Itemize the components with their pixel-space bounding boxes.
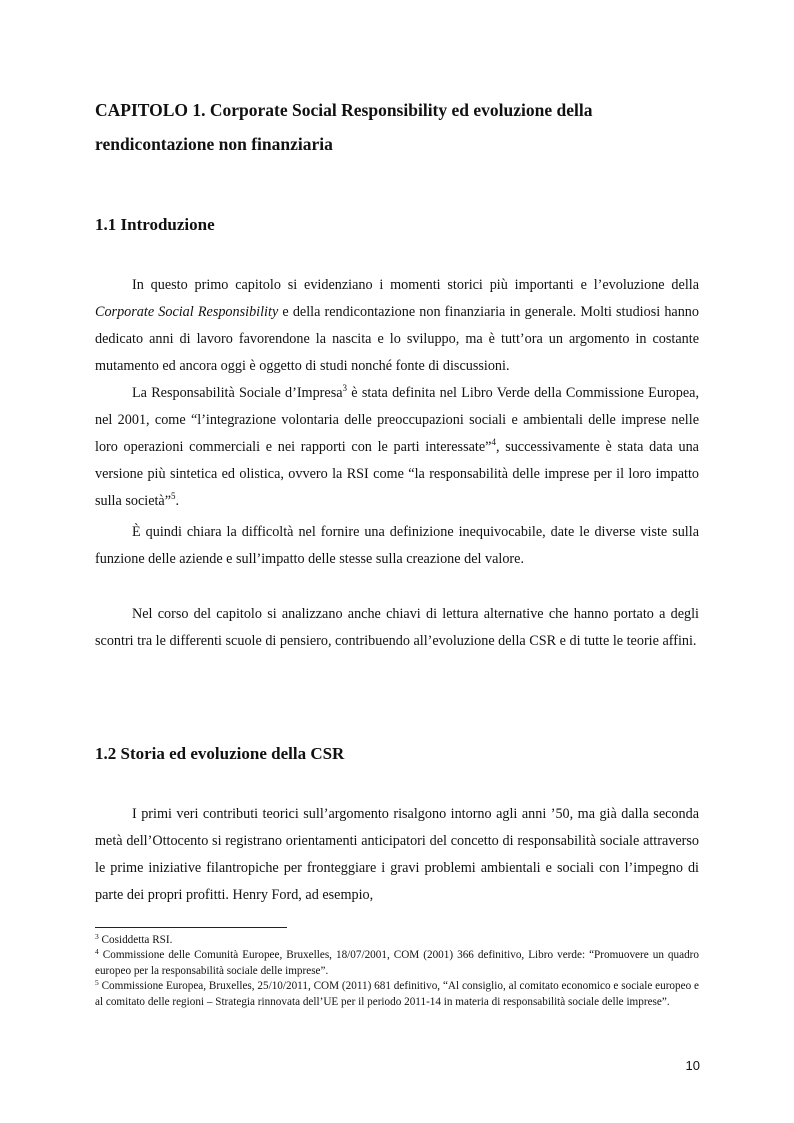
paragraph-history-1: I primi veri contributi teorici sull’argomento risalgono intorno agli anni ’50, ma già dalla seconda metà dell’Ottocento si registrano orientamenti anticipatori del concetto di responsabilità sociale attraverso le prime iniziative filantropiche per fronteggiare i gravi problemi ambientali e sociali con l’impegno di parte dei propri profitti. Henry Ford, ad esempio, (95, 806, 699, 903)
paragraph-intro-1 (95, 272, 699, 380)
footnote-number: 5 (95, 978, 99, 988)
text-run: . (175, 493, 180, 509)
footnote-5 (95, 979, 699, 1010)
footnote-text: Commissione delle Comunità Europee, Bruxelles, 18/07/2001, COM (2001) 366 definitivo, Libro verde: “Promuovere un quadro europeo per la responsabilità sociale delle imprese”. (95, 949, 699, 977)
section-heading-introduction: 1.1 Introduzione (95, 215, 215, 234)
footnote-text: Commissione Europea, Bruxelles, 25/10/2011, COM (2011) 681 definitivo, “Al consiglio, al comitato economico e sociale europeo e al comitato delle regioni – Strategia rinnovata dell’UE per il periodo 2011-14 in materia di responsabilità sociale delle imprese”. (95, 980, 699, 1008)
footnote-text: Cosiddetta RSI. (101, 934, 173, 946)
text-run: è stata definita nel Libro Verde della Commissione Europea, nel 2001, come “l’integrazione volontaria delle preoccupazioni sociali e ambientali delle imprese nelle loro operazioni commerciali e nei rapporti con le parti interessate” (95, 385, 700, 455)
text-run: , successivamente è stata data una versione più sintetica ed olistica, ovvero la RSI come “la responsabilità delle imprese per il loro impatto sulla società” (95, 439, 699, 509)
paragraph-intro-2 (95, 380, 699, 515)
footnote-3 (95, 933, 699, 948)
page-number: 10 (685, 1058, 700, 1073)
footnote-ref-4[interactable]: 4 (491, 437, 496, 447)
footnote-number: 3 (95, 932, 99, 941)
footnote-ref-5[interactable]: 5 (171, 491, 176, 501)
footnote-ref-3[interactable]: 3 (342, 383, 348, 393)
footnote-separator (95, 927, 287, 928)
chapter-title: CAPITOLO 1. Corporate Social Responsibility ed evoluzione della rendicontazione non finanziaria (95, 100, 593, 154)
paragraph-intro-4: Nel corso del capitolo si analizzano anche chiavi di lettura alternative che hanno portato a degli scontri tra le differenti scuole di pensiero, contribuendo all’evoluzione della CSR e di tutte le teorie affini. (95, 606, 699, 649)
footnotes (95, 933, 699, 1010)
text-run: La Responsabilità Sociale d’Impresa (132, 385, 343, 401)
text-run: In questo primo capitolo si evidenziano i momenti storici più importanti e l’evoluzione della (132, 277, 699, 293)
section-heading-history: 1.2 Storia ed evoluzione della CSR (95, 744, 345, 763)
text-run: e della rendicontazione non finanziaria in generale. Molti studiosi hanno dedicato anni di lavoro favorendone la nascita e lo sviluppo, ma è tutt’ora un argomento in costante mutamento ed ancora oggi è oggetto di studi nonché fonte di discussioni. (95, 304, 699, 374)
footnote-4 (95, 948, 699, 979)
paragraph-intro-3: È quindi chiara la difficoltà nel fornire una definizione inequivocabile, date le diverse viste sulla funzione delle aziende e sull’impatto delle stesse sulla creazione del valore. (95, 524, 699, 567)
footnote-number: 4 (95, 947, 99, 957)
italic-term: Corporate Social Responsibility (95, 304, 279, 320)
